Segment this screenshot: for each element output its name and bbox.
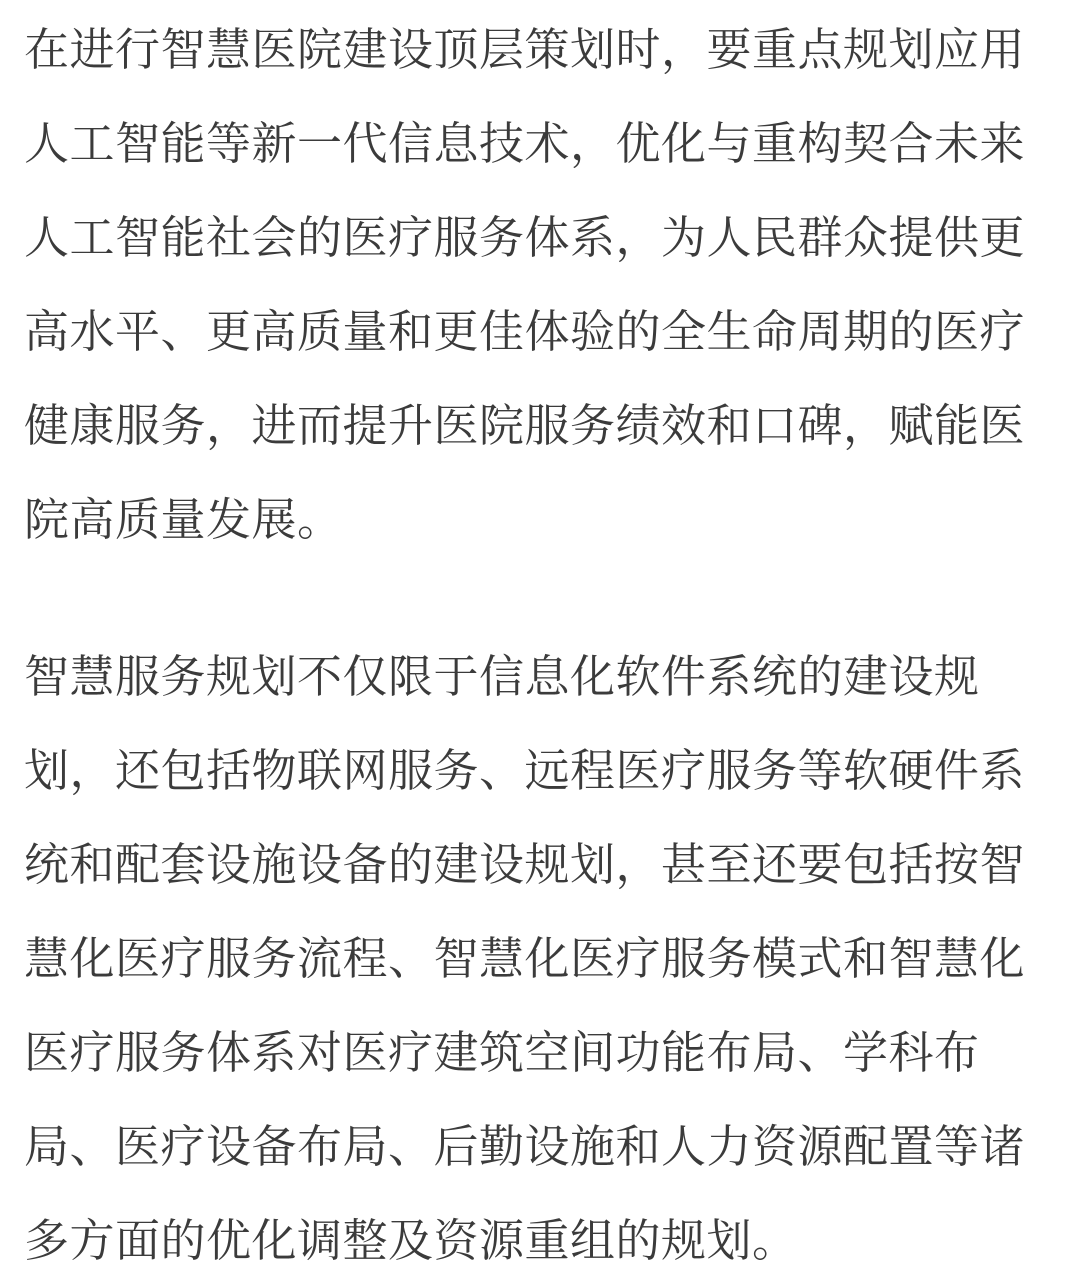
paragraph-line: 统和配套设施设备的建设规划，甚至还要包括按智 xyxy=(24,838,1026,891)
paragraph-line: 院高质量发展。 xyxy=(24,493,343,546)
paragraph-line: 人工智能社会的医疗服务体系，为人民群众提供更 xyxy=(24,211,1026,264)
article-body xyxy=(24,0,1064,1288)
paragraph-1 xyxy=(24,3,1064,567)
paragraph-line: 健康服务，进而提升医院服务绩效和口碑，赋能医 xyxy=(24,399,1026,452)
paragraph-line: 在进行智慧医院建设顶层策划时，要重点规划应用 xyxy=(24,23,1026,76)
paragraph-line: 人工智能等新一代信息技术，优化与重构契合未来 xyxy=(24,117,1026,170)
paragraph-line: 高水平、更高质量和更佳体验的全生命周期的医疗 xyxy=(24,305,1026,358)
paragraph-line: 多方面的优化调整及资源重组的规划。 xyxy=(24,1214,798,1267)
paragraph-line: 医疗服务体系对医疗建筑空间功能布局、学科布 xyxy=(24,1026,980,1079)
paragraph-line: 划，还包括物联网服务、远程医疗服务等软硬件系 xyxy=(24,744,1026,797)
paragraph-line: 局、医疗设备布局、后勤设施和人力资源配置等诸 xyxy=(24,1120,1026,1173)
paragraph-2 xyxy=(24,630,1064,1288)
paragraph-line: 智慧服务规划不仅限于信息化软件系统的建设规 xyxy=(24,650,980,703)
paragraph-line: 慧化医疗服务流程、智慧化医疗服务模式和智慧化 xyxy=(24,932,1026,985)
